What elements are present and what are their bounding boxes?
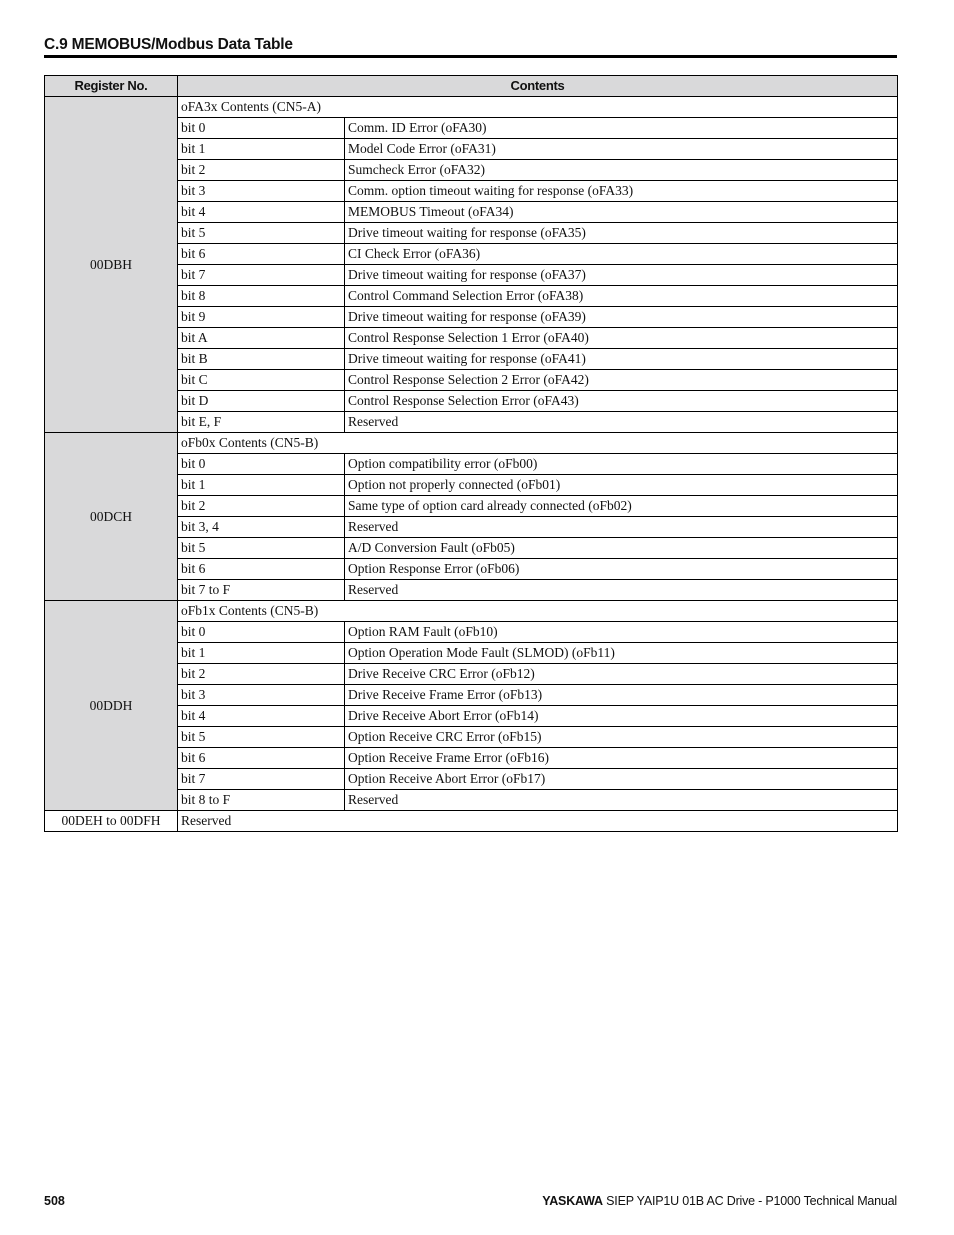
table-header-row	[45, 76, 898, 97]
page-number: 508	[44, 1194, 65, 1208]
bit-description: Option Receive Frame Error (oFb16)	[345, 748, 898, 769]
bit-label: bit 9	[178, 307, 345, 328]
bit-label: bit 3	[178, 685, 345, 706]
bit-description: Control Response Selection Error (oFA43)	[345, 391, 898, 412]
bit-description: Option Receive CRC Error (oFb15)	[345, 727, 898, 748]
bit-description: MEMOBUS Timeout (oFA34)	[345, 202, 898, 223]
bit-description: Control Response Selection 1 Error (oFA40)	[345, 328, 898, 349]
footer-manual-text: SIEP YAIP1U 01B AC Drive - P1000 Technical Manual	[602, 1194, 897, 1208]
register-number: 00DEH to 00DFH	[45, 811, 178, 832]
bit-label: bit D	[178, 391, 345, 412]
bit-label: bit 4	[178, 202, 345, 223]
bit-label: bit 5	[178, 538, 345, 559]
bit-description: Option Response Error (oFb06)	[345, 559, 898, 580]
bit-label: bit 8 to F	[178, 790, 345, 811]
section-title: C.9 MEMOBUS/Modbus Data Table	[44, 36, 293, 53]
bit-label: bit 7	[178, 265, 345, 286]
bit-description: Comm. option timeout waiting for response (oFA33)	[345, 181, 898, 202]
bit-label: bit 0	[178, 118, 345, 139]
bit-label: bit 1	[178, 139, 345, 160]
register-number: 00DDH	[45, 601, 178, 811]
bit-description: Drive Receive Frame Error (oFb13)	[345, 685, 898, 706]
bit-label: bit 7 to F	[178, 580, 345, 601]
bit-description: Drive timeout waiting for response (oFA35)	[345, 223, 898, 244]
bit-description: Option not properly connected (oFb01)	[345, 475, 898, 496]
bit-description: Option Receive Abort Error (oFb17)	[345, 769, 898, 790]
bit-description: Reserved	[345, 790, 898, 811]
bit-label: bit 4	[178, 706, 345, 727]
bit-label: bit 8	[178, 286, 345, 307]
bit-label: bit 3	[178, 181, 345, 202]
memobus-data-table	[44, 75, 898, 832]
bit-label: bit C	[178, 370, 345, 391]
bit-label: bit 6	[178, 559, 345, 580]
header-contents: Contents	[178, 76, 898, 97]
bit-label: bit 2	[178, 664, 345, 685]
bit-description: Drive Receive Abort Error (oFb14)	[345, 706, 898, 727]
group-heading: oFb0x Contents (CN5-B)	[178, 433, 898, 454]
bit-label: bit 3, 4	[178, 517, 345, 538]
table-row	[45, 811, 898, 832]
bit-description: Option RAM Fault (oFb10)	[345, 622, 898, 643]
footer-manual-title	[542, 1194, 897, 1208]
header-register-no: Register No.	[45, 76, 178, 97]
bit-label: bit B	[178, 349, 345, 370]
bit-label: bit 5	[178, 727, 345, 748]
table-body	[45, 97, 898, 832]
bit-description: Sumcheck Error (oFA32)	[345, 160, 898, 181]
bit-label: bit 2	[178, 160, 345, 181]
title-rule	[44, 55, 897, 58]
group-heading-row	[45, 97, 898, 118]
bit-label: bit 5	[178, 223, 345, 244]
register-number: 00DBH	[45, 97, 178, 433]
bit-label: bit 1	[178, 643, 345, 664]
bit-label: bit E, F	[178, 412, 345, 433]
bit-label: bit 6	[178, 244, 345, 265]
register-number: 00DCH	[45, 433, 178, 601]
bit-description: Control Response Selection 2 Error (oFA42)	[345, 370, 898, 391]
bit-description: Control Command Selection Error (oFA38)	[345, 286, 898, 307]
bit-label: bit 1	[178, 475, 345, 496]
bit-description: CI Check Error (oFA36)	[345, 244, 898, 265]
bit-label: bit 7	[178, 769, 345, 790]
group-heading: oFA3x Contents (CN5-A)	[178, 97, 898, 118]
bit-label: bit 0	[178, 454, 345, 475]
bit-description: Reserved	[345, 412, 898, 433]
bit-description: Model Code Error (oFA31)	[345, 139, 898, 160]
group-heading-row	[45, 433, 898, 454]
bit-description: Drive Receive CRC Error (oFb12)	[345, 664, 898, 685]
bit-label: bit A	[178, 328, 345, 349]
bit-description: Option Operation Mode Fault (SLMOD) (oFb11)	[345, 643, 898, 664]
footer-brand: YASKAWA	[542, 1194, 603, 1208]
bit-description: Reserved	[345, 517, 898, 538]
bit-description: A/D Conversion Fault (oFb05)	[345, 538, 898, 559]
bit-label: bit 6	[178, 748, 345, 769]
bit-label: bit 0	[178, 622, 345, 643]
bit-description: Same type of option card already connected (oFb02)	[345, 496, 898, 517]
group-heading-row	[45, 601, 898, 622]
bit-description: Reserved	[345, 580, 898, 601]
bit-description: Drive timeout waiting for response (oFA37)	[345, 265, 898, 286]
group-heading: oFb1x Contents (CN5-B)	[178, 601, 898, 622]
bit-description: Option compatibility error (oFb00)	[345, 454, 898, 475]
bit-description: Comm. ID Error (oFA30)	[345, 118, 898, 139]
bit-description: Drive timeout waiting for response (oFA41)	[345, 349, 898, 370]
bit-description: Drive timeout waiting for response (oFA39)	[345, 307, 898, 328]
bit-label: bit 2	[178, 496, 345, 517]
register-contents: Reserved	[178, 811, 898, 832]
